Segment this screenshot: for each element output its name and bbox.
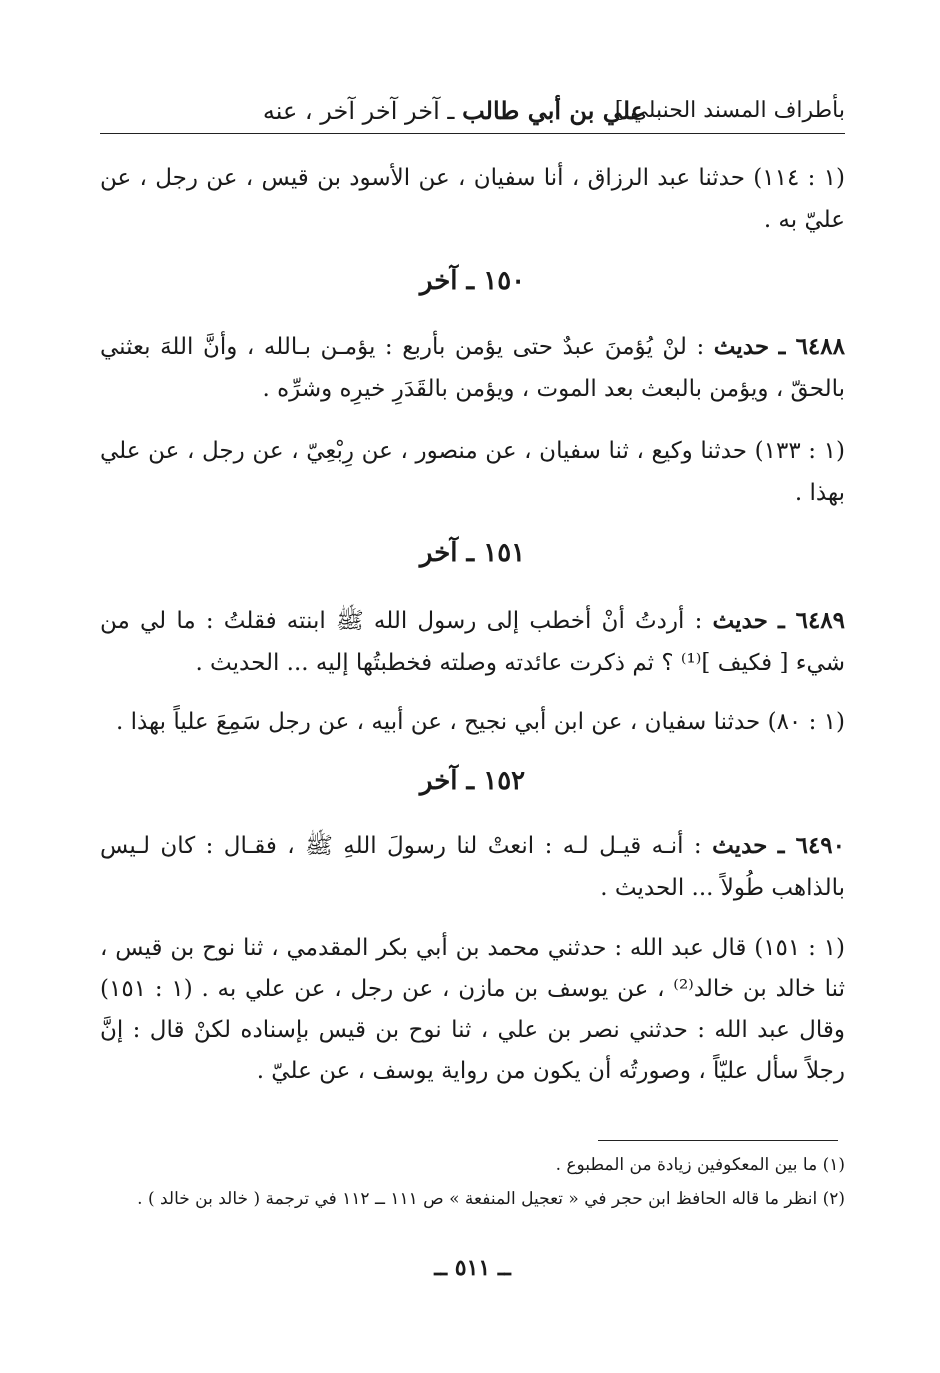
section-heading: ١٥١ ـ آخر	[419, 538, 526, 568]
hadith-keyword: حديث	[713, 333, 770, 360]
hadith-number: ٦٤٨٨ ـ	[778, 333, 845, 360]
section-heading: ١٥٠ ـ آخر	[419, 266, 526, 296]
hadith-text: : لنْ يُؤمنَ عبدٌ حتى يؤمن بأربع : يؤمـن بـالله ، وأنَّ اللهَ بعثني بالحقّ ، ويؤمن بالبعث بعد الموت ، ويؤمن بالقَدَرِ خيرِه وشرِّه .	[100, 334, 845, 402]
hadith-keyword: حديث	[712, 832, 768, 859]
footnote: (٢) انظر ما قاله الحافظ ابن حجر في « تعجيل المنفعة » ص ١١١ ــ ١١٢ في ترجمة ( خالد بن خالد ) .	[137, 1189, 845, 1209]
isnad-paragraph: (١ : ١٣٣) حدثنا وكيع ، ثنا سفيان ، عن منصور ، عن رِبْعِيّ ، عن رجل ، عن علي بهذا .	[100, 438, 846, 506]
page-number: ــ ٥١١ ــ	[434, 1255, 511, 1281]
header-section-suffix: ـ آخر آخر آخر ، عنه	[262, 97, 463, 125]
running-header	[100, 92, 845, 132]
hadith-paragraph	[100, 825, 845, 909]
isnad-paragraph: (١ : ٨٠) حدثنا سفيان ، عن ابن أبي نجيح ، عن أبيه ، عن رجل سَمِعَ علياً بهذا .	[115, 709, 845, 735]
hadith-text: : أردتُ أنْ أخطب إلى رسول الله ﷺ ابنته فقلتُ : ما لي من شيء [ فكيف ]⁽¹⁾ ؟ ثم ذكرت عائدته وصلته فخطبتُها إليه ... الحديث .	[100, 608, 845, 676]
hadith-keyword: حديث	[712, 607, 768, 634]
isnad-paragraph: (١ : ١٥١) قال عبد الله : حدثني محمد بن أبي بكر المقدمي ، ثنا نوح بن قيس ، ثنا خالد بن خالد⁽²⁾ ، عن يوسف بن مازن ، عن رجل ، عن علي به . (١ : ١٥١) وقال عبد الله : حدثني نصر بن علي ، ثنا نوح بن قيس بإسناده لكنْ قال : إنَّ رجلاً سأل عليّاً ، وصورتُه أن يكون من رواية يوسف ، عن عليّ .	[100, 935, 846, 1084]
header-divider	[100, 133, 845, 134]
hadith-paragraph	[100, 326, 845, 410]
hadith-paragraph	[100, 600, 845, 684]
hadith-text: : أنـه قيـل لـه : انعتْ لنا رسولَ اللهِ ﷺ ، فقـال : كان لـيس بالذاهب طُولاً ... الحديث .	[100, 833, 845, 901]
section-heading: ١٥٢ ـ آخر	[419, 766, 526, 796]
hadith-number: ٦٤٨٩ ـ	[777, 607, 846, 634]
header-section-name: علي بن أبي طالب	[462, 96, 645, 125]
hadith-number: ٦٤٩٠ ـ	[777, 832, 846, 859]
footnote-divider	[598, 1140, 838, 1141]
isnad-paragraph: (١ : ١١٤) حدثنا عبد الرزاق ، أنا سفيان ، عن الأسود بن قيس ، عن رجل ، عن عليّ به .	[100, 165, 845, 233]
footnote: (١) ما بين المعكوفين زيادة من المطبوع .	[555, 1155, 845, 1175]
header-section-title	[263, 96, 645, 125]
header-book-title: بأطراف المسند الحنبلي ]	[614, 98, 845, 123]
